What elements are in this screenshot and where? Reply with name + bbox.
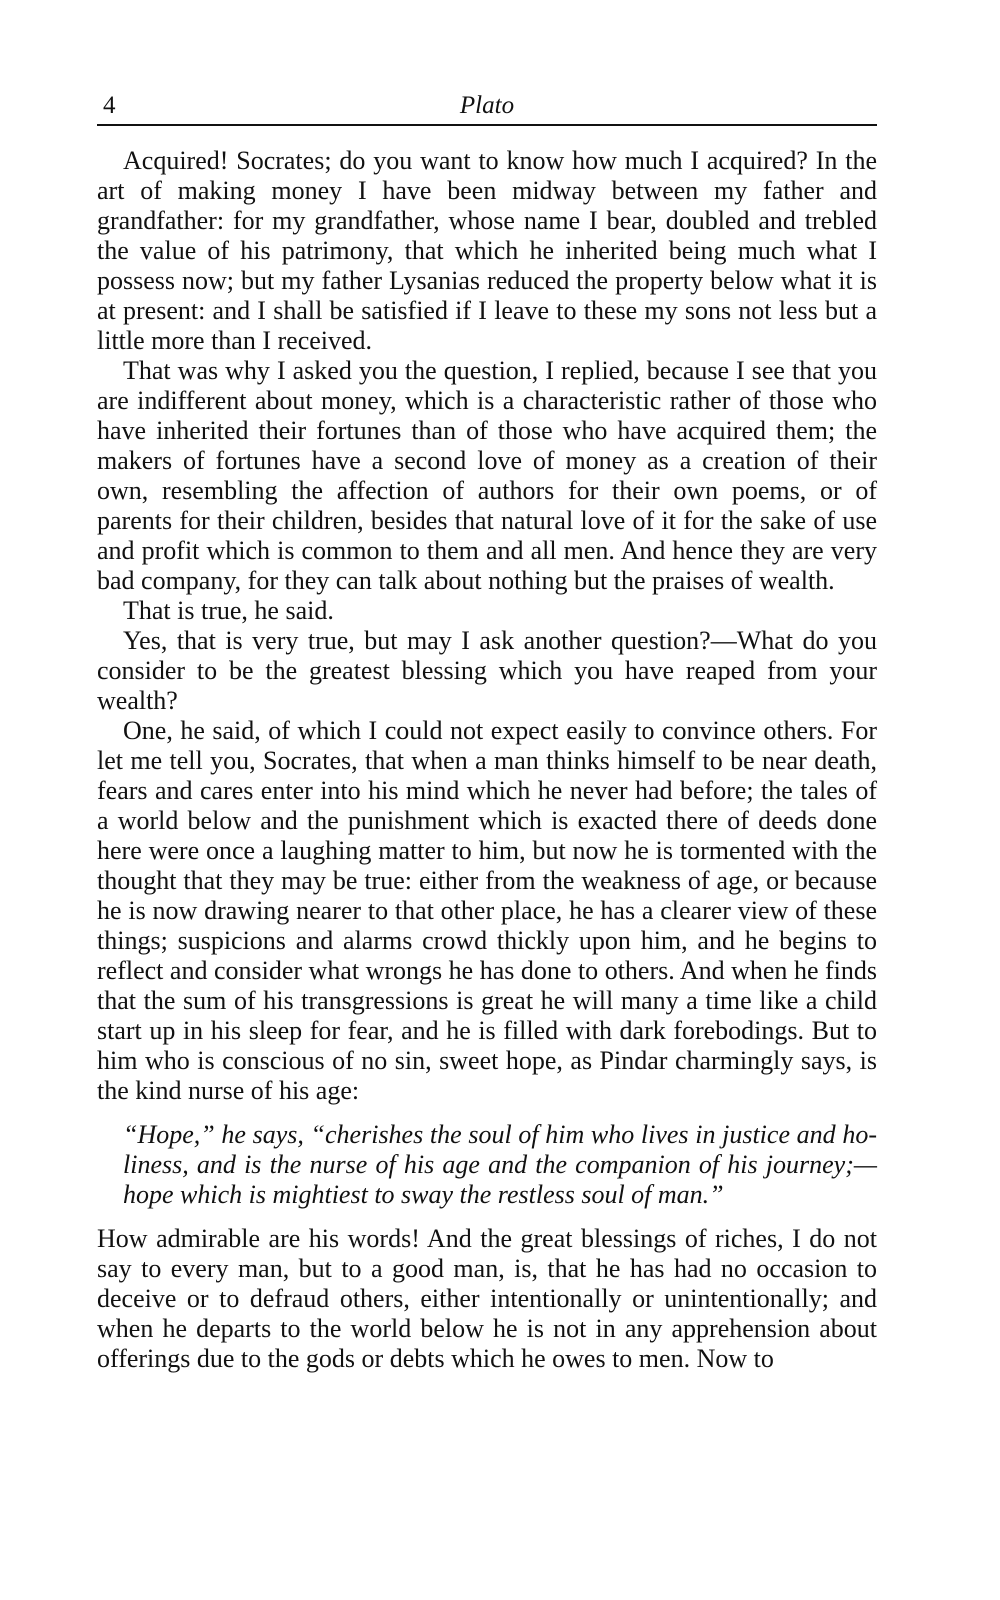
page-number: 4 — [103, 92, 116, 119]
running-title: Plato — [459, 92, 515, 119]
paragraph: Yes, that is very true, but may I ask another question?—What do you consider to be the greatest blessing which you have reaped from your wealth? — [97, 626, 877, 715]
running-head — [97, 88, 877, 126]
block-quote: “Hope,” he says, “cherishes the soul of him who lives in justice and holiness, and is the nurse of his age and the companion of his journey;— hope which is mightiest to sway the restless soul of man.” — [123, 1120, 877, 1209]
paragraph-continued: How admirable are his words! And the great blessings of riches, I do not say to every man, but to a good man, is, that he has had no occasion to deceive or to defraud others, either intentionally or unintentionally; and when he departs to the world below he is not in any apprehension about offerings due to the gods or debts which he owes to men. Now to — [97, 1224, 877, 1373]
paragraph: That was why I asked you the question, I replied, because I see that you are indifferent about money, which is a characteristic rather of those who have inherited their fortunes than of those who have acquired them; the makers of fortunes have a second love of money as a creation of their own, resembling the affection of authors for their own poems, or of parents for their children, besides that natural love of it for the sake of use and profit which is common to them and all men. And hence they are very bad company, for they can talk about nothing but the praises of wealth. — [97, 356, 877, 595]
body-text — [97, 146, 877, 1374]
paragraph: One, he said, of which I could not expect easily to convince others. For let me tell you, Socrates, that when a man thinks himself to be near death, fears and cares enter into his mind which he never had before; the tales of a world below and the punishment which is exacted there of deeds done here were once a laughing matter to him, but now he is tormented with the thought that they may be true: either from the weakness of age, or because he is now drawing nearer to that other place, he has a clearer view of these things; suspicions and alarms crowd thickly upon him, and he begins to reflect and consider what wrongs he has done to others. And when he finds that the sum of his transgressions is great he will many a time like a child start up in his sleep for fear, and he is filled with dark forebodings. But to him who is conscious of no sin, sweet hope, as Pindar charmingly says, is the kind nurse of his age: — [97, 716, 877, 1105]
paragraph: Acquired! Socrates; do you want to know how much I acquired? In the art of making money I have been midway between my father and grandfather: for my grandfather, whose name I bear, doubled and trebled the value of his patrimony, that which he inherited being much what I possess now; but my father Lysanias reduced the property below what it is at present: and I shall be satisfied if I leave to these my sons not less but a little more than I received. — [97, 146, 877, 355]
book-page — [97, 88, 877, 1374]
paragraph: That is true, he said. — [123, 596, 334, 625]
